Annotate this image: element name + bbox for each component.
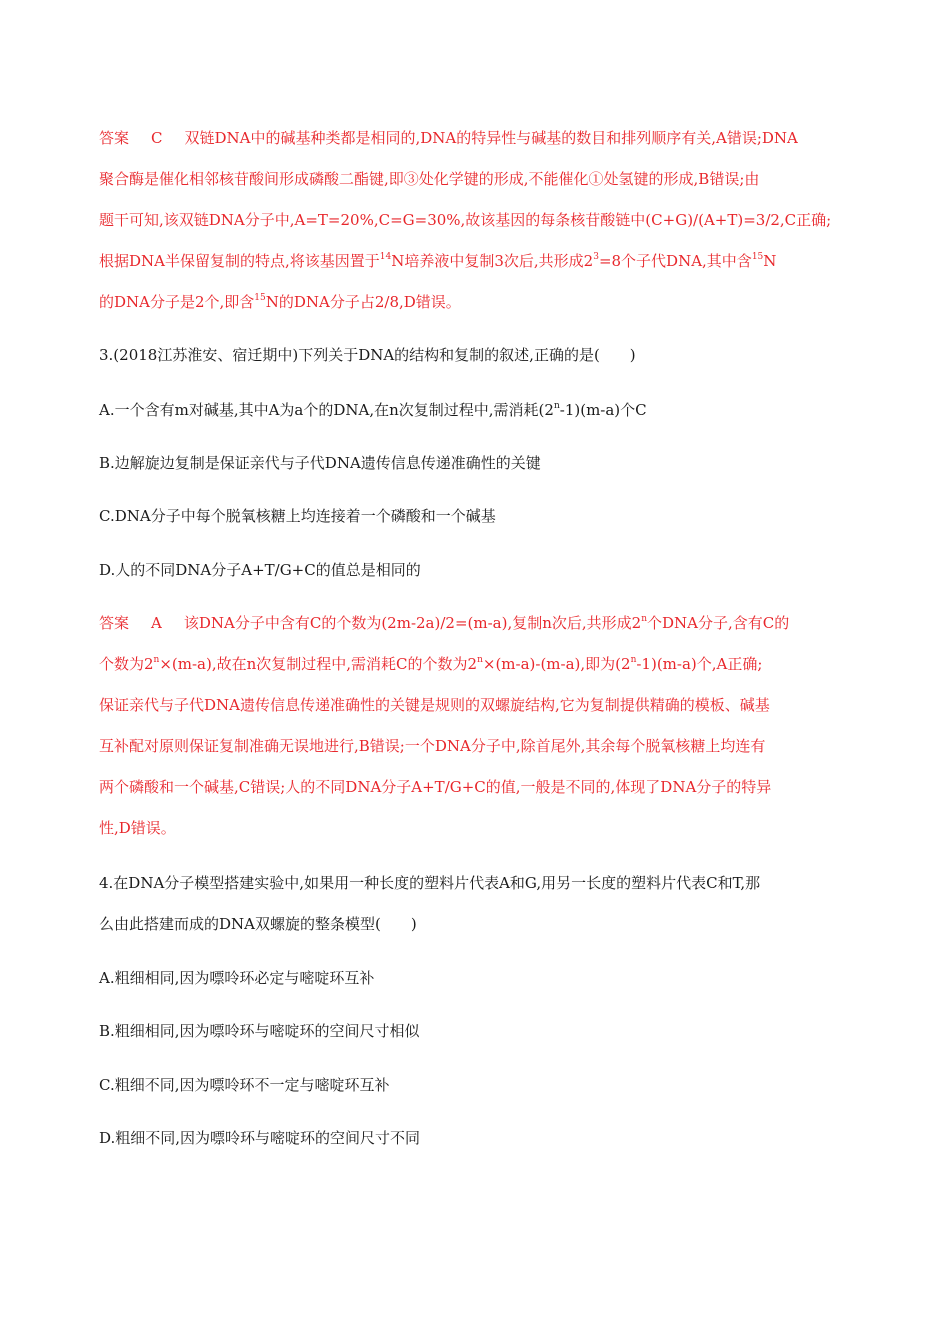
q2-answer-line-3: 题干可知,该双链DNA分子中,A=T=20%,C=G=30%,故该基因的每条核苷酸链中(C+G)/(A+T)=3/2,C正确; [99, 211, 832, 229]
answer-label: 答案 [99, 614, 130, 632]
q3-answer-line-1: 答案 A 该DNA分子中含有C的个数为(2m-2a)/2=(m-a),复制n次后,共形成2$^n$个DNA分子,含有C的 [99, 614, 790, 632]
answer-label: 答案 [99, 129, 130, 147]
q2-answer-line-4: 根据DNA半保留复制的特点,将该基因置于$^{14}$N培养液中复制3次后,共形成$2^3=8$个子代DNA,其中含$^{15}$N [99, 252, 777, 270]
q3-option-b: B.边解旋边复制是保证亲代与子代DNA遗传信息传递准确性的关键 [99, 454, 541, 472]
q3-answer-line-2: 个数为$2^n\times(m-a)$,故在n次复制过程中,需消耗C的个数为$2^n\times(m-a)-(m-a)$,即为(2$^n$-1)(m-a)个,A正确; [99, 655, 763, 673]
q3-answer-line-3: 保证亲代与子代DNA遗传信息传递准确性的关键是规则的双螺旋结构,它为复制提供精确的模板、碱基 [99, 696, 770, 714]
q3-answer-line-5: 两个磷酸和一个碱基,C错误;人的不同DNA分子A+T/G+C的值,一般是不同的,体现了DNA分子的特异 [99, 778, 772, 796]
q2-answer-line-1 [99, 128, 798, 148]
q4-option-b: B.粗细相同,因为嘌呤环与嘧啶环的空间尺寸相似 [99, 1022, 420, 1040]
q4-stem-line-1: 4.在DNA分子模型搭建实验中,如果用一种长度的塑料片代表A和G,用另一长度的塑料片代表C和T,那 [99, 874, 761, 892]
q3-option-d: D.人的不同DNA分子A+T/G+C的值总是相同的 [99, 561, 421, 579]
q2-answer-line-2: 聚合酶是催化相邻核苷酸间形成磷酸二酯键,即③处化学键的形成,不能催化①处氢键的形成,B错误;由 [99, 170, 760, 188]
q4-option-a: A.粗细相同,因为嘌呤环必定与嘧啶环互补 [99, 969, 375, 987]
q3-answer-line-4: 互补配对原则保证复制准确无误地进行,B错误;一个DNA分子中,除首尾外,其余每个脱氧核糖上均连有 [99, 737, 766, 755]
q4-option-c: C.粗细不同,因为嘌呤环不一定与嘧啶环互补 [99, 1076, 390, 1094]
answer-letter: C [151, 129, 163, 147]
q3-answer-line-6: 性,D错误。 [99, 819, 176, 837]
q3-option-c: C.DNA分子中每个脱氧核糖上均连接着一个磷酸和一个碱基 [99, 507, 496, 525]
answer-text: 双链DNA中的碱基种类都是相同的,DNA的特异性与碱基的数目和排列顺序有关,A错误;DNA [184, 129, 798, 147]
answer-letter: A [151, 614, 162, 632]
q3-stem: 3.(2018江苏淮安、宿迁期中)下列关于DNA的结构和复制的叙述,正确的是( ) [99, 346, 636, 364]
q3-option-a: A.一个含有m对碱基,其中A为a个的DNA,在n次复制过程中,需消耗(2$^n$-1)(m-a)个C [99, 401, 647, 419]
q4-option-d: D.粗细不同,因为嘌呤环与嘧啶环的空间尺寸不同 [99, 1129, 421, 1147]
q2-answer-line-5: 的DNA分子是2个,即含$^{15}$N的DNA分子占2/8,D错误。 [99, 293, 461, 311]
q4-stem-line-2: 么由此搭建而成的DNA双螺旋的整条模型( ) [99, 915, 417, 933]
